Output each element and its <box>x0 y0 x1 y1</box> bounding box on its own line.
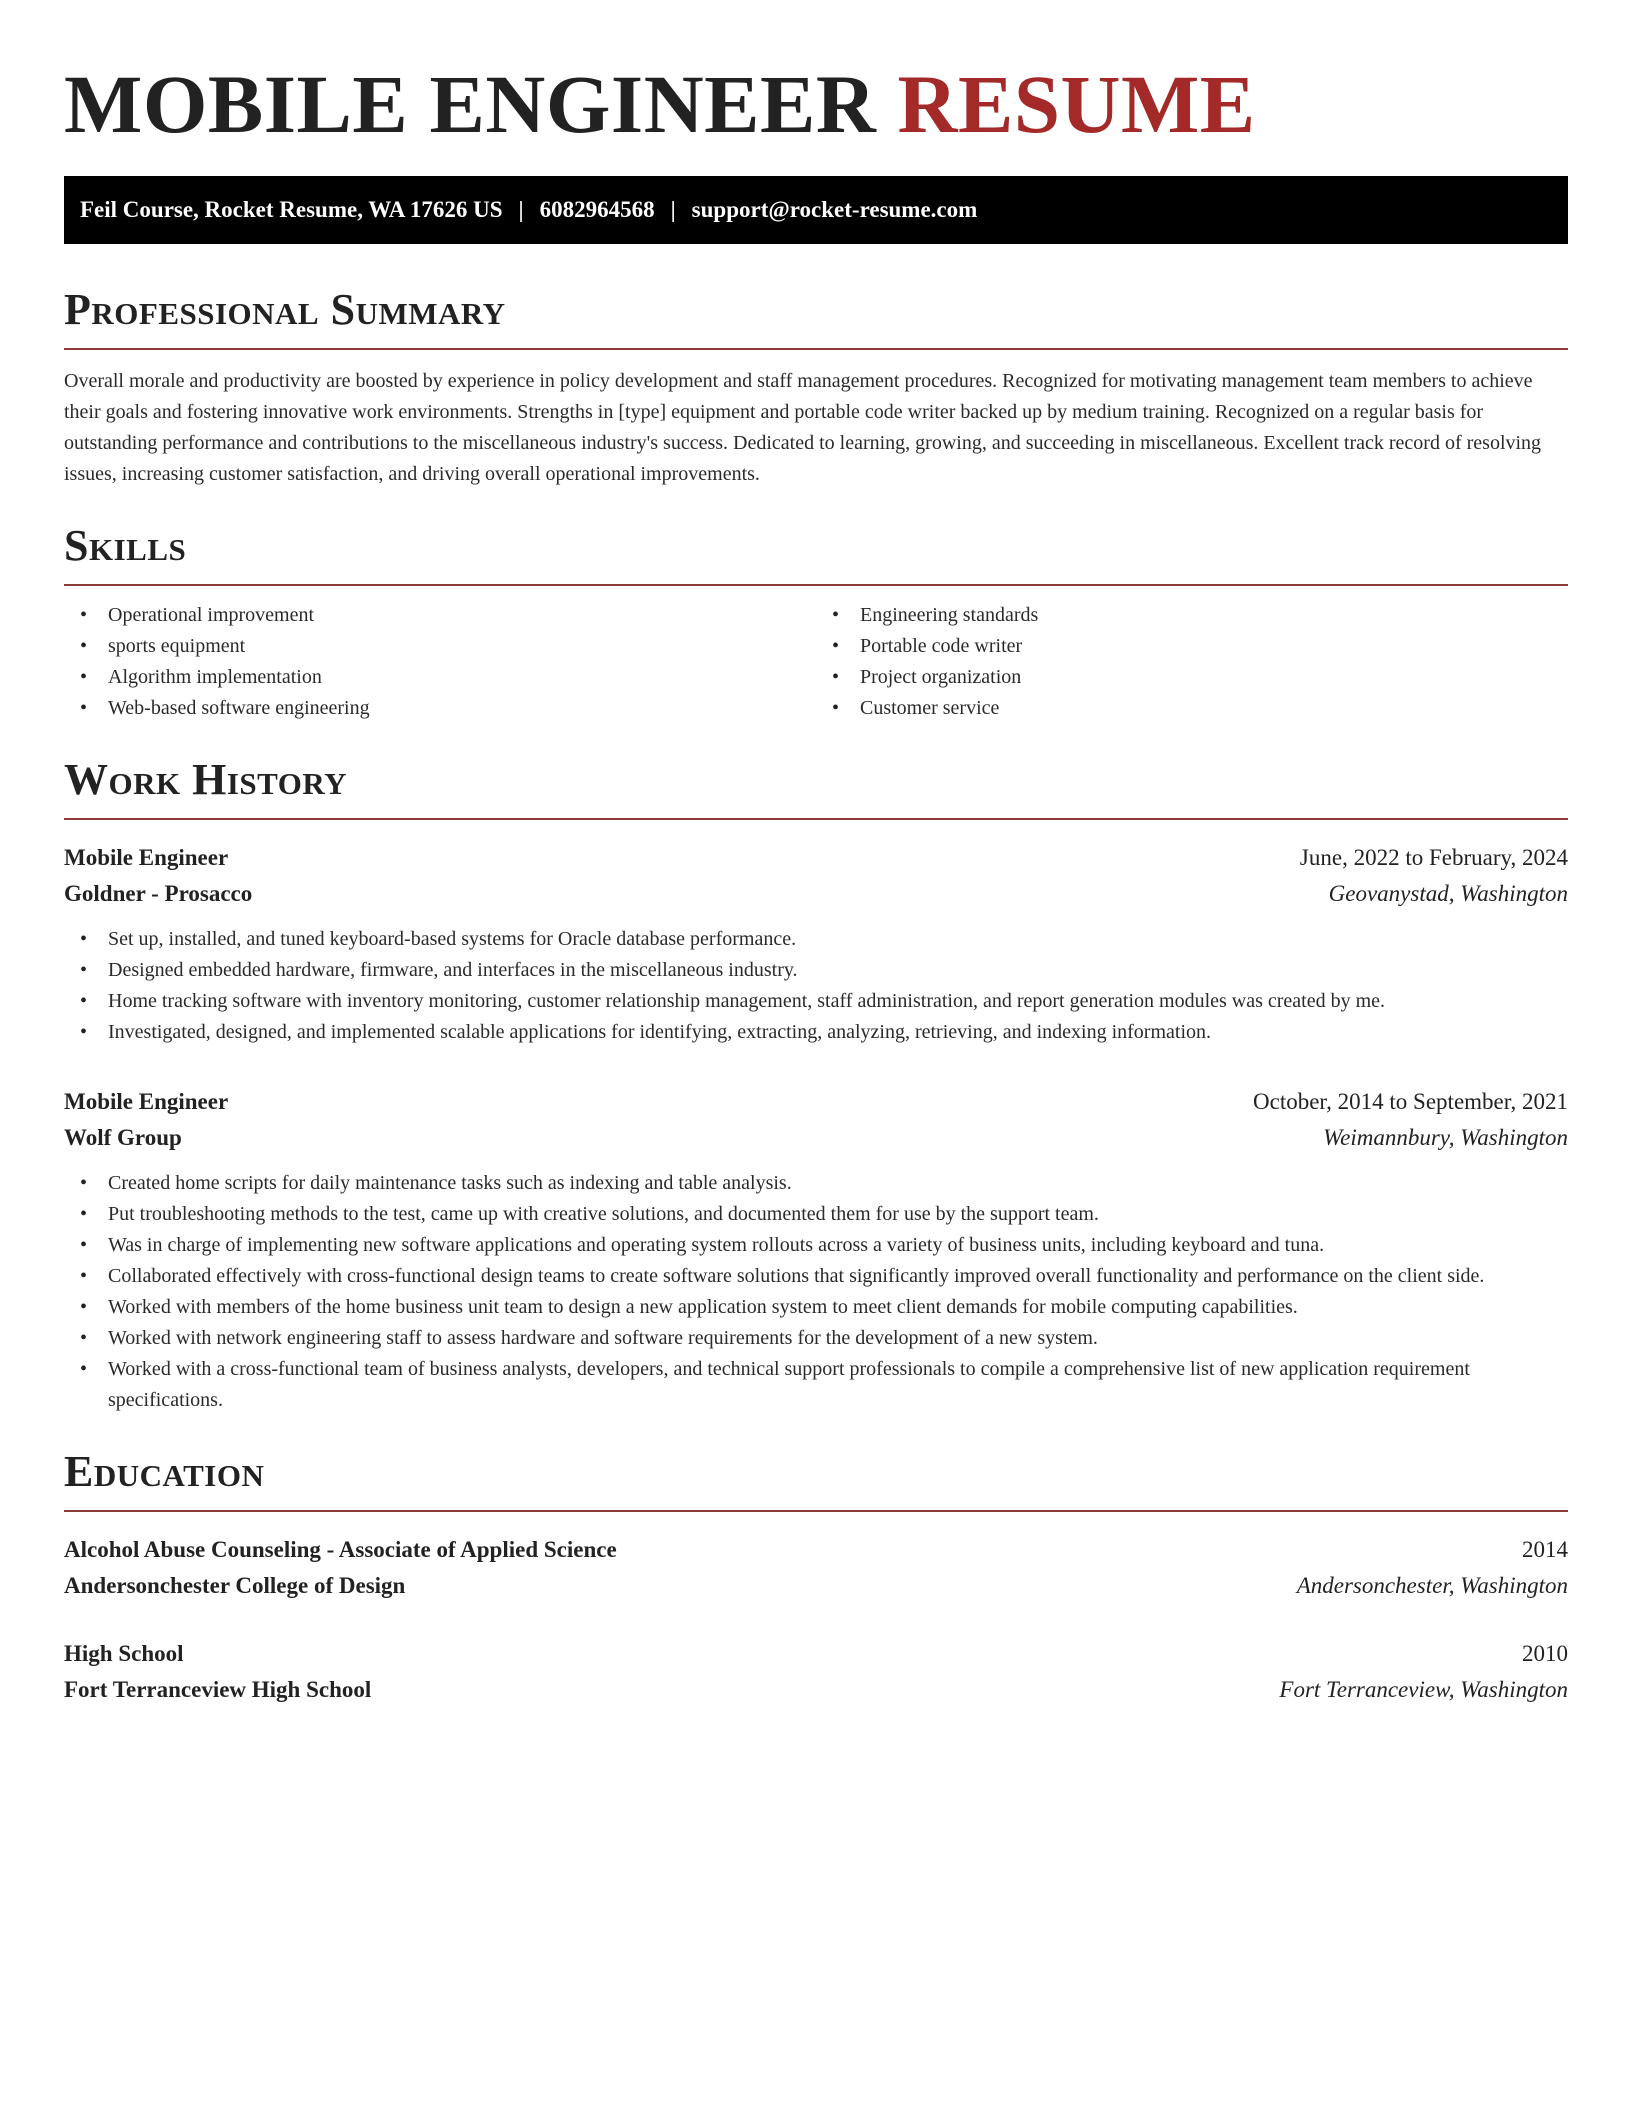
contact-address: Feil Course, Rocket Resume, WA 17626 US <box>80 197 503 222</box>
title-accent: RESUME <box>897 58 1256 150</box>
job-dates: October, 2014 to September, 2021 <box>1253 1089 1568 1114</box>
education-school: Fort Terranceview High School <box>64 1677 372 1702</box>
skills-list <box>64 600 1568 724</box>
job-company: Goldner - Prosacco <box>64 881 253 906</box>
contact-separator: | <box>670 197 676 222</box>
education-degree: Alcohol Abuse Counseling - Associate of Applied Science <box>64 1537 617 1562</box>
education-entry <box>64 1532 1568 1604</box>
job-dates: June, 2022 to February, 2024 <box>1299 845 1568 870</box>
skill-item: • Algorithm implementation <box>64 662 816 693</box>
page-title <box>64 56 1568 152</box>
section-heading-summary: Professional Summary <box>64 284 1568 350</box>
job-bullet: • Created home scripts for daily maintenance tasks such as indexing and table analysis. <box>64 1168 1568 1199</box>
job-bullet: • Was in charge of implementing new software applications and operating system rollouts across a variety of business units, including keyboard and tuna. <box>64 1230 1568 1261</box>
job-bullet: • Investigated, designed, and implemented scalable applications for identifying, extracting, analyzing, retrieving, and indexing information. <box>64 1017 1568 1048</box>
job-bullet: • Set up, installed, and tuned keyboard-based systems for Oracle database performance. <box>64 924 1568 955</box>
education-school: Andersonchester College of Design <box>64 1573 406 1598</box>
skill-item: • Engineering standards <box>816 600 1568 631</box>
education-degree: High School <box>64 1641 184 1666</box>
job-bullet: • Designed embedded hardware, firmware, and interfaces in the miscellaneous industry. <box>64 955 1568 986</box>
section-heading-skills: Skills <box>64 520 1568 586</box>
education-degree-row <box>64 1636 1568 1672</box>
skill-item: • sports equipment <box>64 631 816 662</box>
skills-column-right <box>816 600 1568 724</box>
education-degree-row <box>64 1532 1568 1568</box>
education-year: 2014 <box>1522 1537 1568 1562</box>
skill-item: • Portable code writer <box>816 631 1568 662</box>
job-bullet: • Home tracking software with inventory monitoring, customer relationship management, staff administration, and report generation modules was created by me. <box>64 986 1568 1017</box>
job-bullets <box>64 924 1568 1048</box>
skill-item: • Project organization <box>816 662 1568 693</box>
education-year: 2010 <box>1522 1641 1568 1666</box>
job-bullet: • Collaborated effectively with cross-functional design teams to create software solutions that significantly improved overall functionality and performance on the client side. <box>64 1261 1568 1292</box>
job-bullet: • Put troubleshooting methods to the test, came up with creative solutions, and documented them for use by the support team. <box>64 1199 1568 1230</box>
summary-text: Overall morale and productivity are boosted by experience in policy development and staff management procedures. Recognized for motivating management team members to achieve their goals and fostering innovative work environments. Strengths in [type] equipment and portable code writer backed up by medium training. Recognized on a regular basis for outstanding performance and contributions to the miscellaneous industry's success. Dedicated to learning, growing, and succeeding in miscellaneous. Excellent track record of resolving issues, increasing customer satisfaction, and driving overall operational improvements. <box>64 370 1542 485</box>
skill-item: • Web-based software engineering <box>64 693 816 724</box>
education-entry <box>64 1636 1568 1708</box>
job-entry <box>64 1084 1568 1416</box>
job-entry <box>64 840 1568 1048</box>
job-bullet: • Worked with network engineering staff to assess hardware and software requirements for the development of a new system. <box>64 1323 1568 1354</box>
contact-email: support@rocket-resume.com <box>691 197 978 222</box>
job-company: Wolf Group <box>64 1125 182 1150</box>
education-school-row <box>64 1568 1568 1604</box>
skill-item: • Customer service <box>816 693 1568 724</box>
job-header-row <box>64 840 1568 876</box>
skill-item: • Operational improvement <box>64 600 816 631</box>
job-location: Geovanystad, Washington <box>1328 881 1568 906</box>
education-location: Andersonchester, Washington <box>1296 1573 1568 1598</box>
job-company-row <box>64 876 1568 912</box>
title-main: MOBILE ENGINEER <box>64 58 877 150</box>
job-bullet: • Worked with members of the home business unit team to design a new application system to meet client demands for mobile computing capabilities. <box>64 1292 1568 1323</box>
education-school-row <box>64 1672 1568 1708</box>
education-location: Fort Terranceview, Washington <box>1279 1677 1568 1702</box>
skills-column-left <box>64 600 816 724</box>
job-bullet: • Worked with a cross-functional team of business analysts, developers, and technical support professionals to compile a comprehensive list of new application requirement specifications. <box>64 1354 1568 1416</box>
job-header-row <box>64 1084 1568 1120</box>
contact-bar <box>64 176 1568 244</box>
section-heading-education: Education <box>64 1446 1568 1512</box>
job-title: Mobile Engineer <box>64 1089 229 1114</box>
contact-phone: 6082964568 <box>539 197 655 222</box>
job-bullets <box>64 1168 1568 1416</box>
job-location: Weimannbury, Washington <box>1323 1125 1568 1150</box>
section-heading-work-history: Work History <box>64 754 1568 820</box>
contact-separator: | <box>518 197 524 222</box>
job-company-row <box>64 1120 1568 1156</box>
job-title: Mobile Engineer <box>64 845 229 870</box>
